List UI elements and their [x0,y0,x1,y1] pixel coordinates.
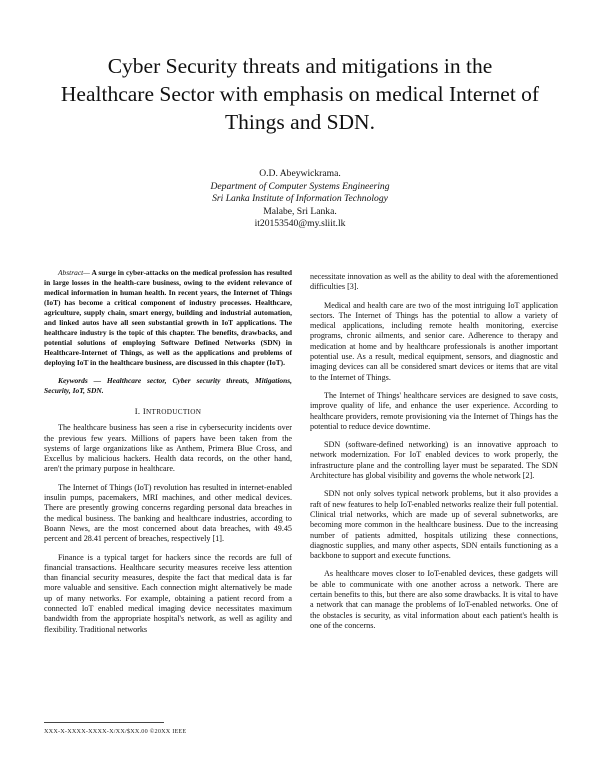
keywords-lead: Keywords — [58,376,102,385]
author-institute: Sri Lanka Institute of Information Technology [212,193,388,205]
paragraph: The healthcare business has seen a rise in cybersecurity incidents over the previous few years. Millions of papers have been taken from the systems of large organizations like as Anthem, Primera Blue Cross, and Excellus by malicious hackers. Health data records, on the other hand, aren't the primary purpose in healthcare. [44,423,292,474]
copyright-footer: XXX-X-XXXX-XXXX-X/XX/$XX.00 ©20XX IEEE [44,728,187,735]
paper-title: Cyber Security threats and mitigations in the Healthcare Sector with emphasis on medical Internet of Things and SDN. [60,54,540,134]
author-email: it20153540@my.sliit.lk [254,218,346,230]
section-rest: NTRODUCTION [146,408,202,416]
keywords-text: Healthcare sector, Cyber security threats, Mitigations, Security, IoT, SDN. [44,376,293,395]
paragraph: Finance is a typical target for hackers since the records are full of financial transactions. Healthcare security measures receive less attention than financial security measures, despite the fact that medical data is far more valuable and sensitive. Each connection might alternatively be made up of many networks. For example, obtaining a patient record from a connected IoT enabled medical imaging device necessitates maximum bandwidth from the appropriate hospital's network, as well as agility and flexibility. Traditional networks [44,552,292,634]
paragraph-continued: necessitate innovation as well as the ability to deal with the aforementioned difficulties [3]. [310,272,558,292]
section-first-letter: I [142,406,147,416]
paragraph: As healthcare moves closer to IoT-enabled devices, these gadgets will be able to communicate with one another across a network. There are certain benefits to this, but there are also some drawbacks. It is vital to have a network that can manage the problems of IoT-enabled networks. One of the obstacles is security, as vital information about each patient's health is one of the concerns. [310,569,558,630]
right-column [310,272,558,639]
abstract-text: A surge in cyber-attacks on the medical profession has resulted in large losses in the health-care business, owing to the evident relevance of medical information in human health. In recent years, the Internet of Things (IoT) has become a critical component of industry processes. Healthcare, agriculture, supply chain, smart energy, building and industrial automation, and linked autos have all seen substantial growth in IoT applications. The healthcare industry is the topic of this chapter. The benefits, drawbacks, and potential solutions of employing Software Defined Networks (SDN) in Healthcare-Internet of Things, as well as the applications and problems of deploying IoT in the healthcare business, are discussed in this chapter (IoT). [44,268,292,367]
footer-rule [44,722,164,723]
section-number: I. [134,406,141,416]
paragraph: Medical and health care are two of the most intriguing IoT application sectors. The Internet of Things has the potential to allow a variety of medical applications, including remote health monitoring, exercise programs, chronic ailments, and senior care. Adherence to therapy and medication at home and by healthcare professionals is another important potential use. As a result, medical equipment, sensors, and diagnostic and imaging devices can all be considered smart devices or items that are vital to the Internet of Things. [310,300,558,382]
paragraph: SDN (software-defined networking) is an innovative approach to network modernization. For IoT enabled devices to work properly, the infrastructure plane and the controlling layer must be separated. The SDN Architecture has global visibility and governs the whole network [2]. [310,440,558,481]
paragraph: The Internet of Things' healthcare services are designed to save costs, improve quality of life, and enhance the user experience. According to healthcare providers, remote provisioning via the Internet of Things has the potential to reduce device downtime. [310,390,558,431]
author-name: O.D. Abeywickrama. [259,168,341,179]
abstract [44,268,292,368]
abstract-lead: Abstract— [58,268,90,277]
left-column [44,268,292,643]
paragraph: The Internet of Things (IoT) revolution has resulted in internet-enabled insulin pumps, pacemakers, MRI machines, and other medical devices. There are presently growing concerns regarding personal data breaches in the medical business. The banking and healthcare industries, according to Boann News, are the most concerned about data breaches, with 49.45 percent and 28.41 percent of breaches, respectively [1]. [44,482,292,544]
keywords [44,376,292,396]
author-location: Malabe, Sri Lanka. [263,205,337,217]
author-department: Department of Computer Systems Engineering [210,180,390,192]
author-block [150,168,450,231]
section-heading-introduction [44,406,292,417]
paragraph: SDN not only solves typical network problems, but it also provides a raft of new features to help IoT-enabled networks realize their full potential. Clinical trial networks, which are made up of several subnetworks, are becoming more common in the healthcare business. Due to the increasing number of patients admitted, hospitals utilizing these connections, diagnostic supplies, and many other aspects, SDN entails functioning as a backbone to support and execute functions. [310,489,558,561]
